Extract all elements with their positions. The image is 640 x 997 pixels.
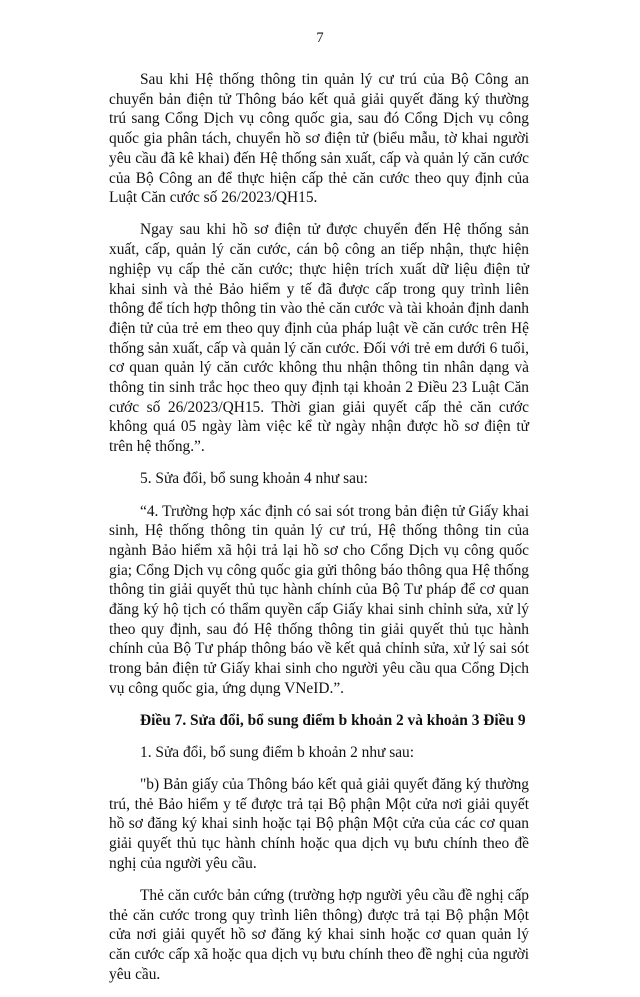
paragraph-id-card-processing: Ngay sau khi hồ sơ điện tử được chuyển đến Hệ thống sản xuất, cấp, quản lý căn cước, cán bộ công an tiếp nhận, thực hiện nghiệp vụ cấp thẻ căn cước; thực hiện trích xuất dữ liệu điện tử khai sinh và thẻ Bảo hiểm y tế đã được cấp trong quy trình liên thông để tích hợp thông tin vào thẻ căn cước và tài khoản định danh điện tử của trẻ em theo quy định của pháp luật về căn cước trên Hệ thống sản xuất, cấp và quản lý căn cước. Đối với trẻ em dưới 6 tuổi, cơ quan quản lý căn cước không thu nhận thông tin nhân dạng và thông tin sinh trắc học theo quy định tại khoản 2 Điều 23 Luật Căn cước số 26/2023/QH15. Thời gian giải quyết cấp thẻ căn cước không quá 05 ngày làm việc kể từ ngày nhận được hồ sơ điện tử trên hệ thống.”. (109, 221, 529, 456)
paragraph-point-b-text: "b) Bản giấy của Thông báo kết quả giải quyết đăng ký thường trú, thẻ Bảo hiểm y tế được trả tại Bộ phận Một cửa nơi giải quyết hồ sơ đăng ký khai sinh hoặc tại Bộ phận Một cửa của các cơ quan giải quyết thủ tục hành chính hoặc qua dịch vụ bưu chính theo đề nghị của người yêu cầu. (109, 776, 529, 872)
paragraph-clause-4-text: “4. Trường hợp xác định có sai sót trong bản điện tử Giấy khai sinh, Hệ thống thông tin quản lý cư trú, Hệ thống thông tin của ngành Bảo hiểm xã hội trả lại hồ sơ cho Cổng Dịch vụ công quốc gia; Cổng Dịch vụ công quốc gia gửi thông báo thông qua Hệ thống thông tin giải quyết thủ tục hành chính của Bộ Tư pháp để cơ quan đăng ký hộ tịch có thẩm quyền cấp Giấy khai sinh chỉnh sửa, xử lý theo quy định, sau đó Hệ thống thông tin giải quyết thủ tục hành chính của Bộ Tư pháp thông báo về kết quả chỉnh sửa, xử lý sai sót trong bản điện tử Giấy khai sinh cho người yêu cầu qua Cổng Dịch vụ công quốc gia, ứng dụng VNeID.”. (109, 502, 529, 697)
article-7-heading: Điều 7. Sửa đổi, bổ sung điểm b khoản 2 và khoản 3 Điều 9 (140, 712, 526, 730)
paragraph-amend-point-b: 1. Sửa đổi, bổ sung điểm b khoản 2 như sau: (140, 743, 415, 761)
paragraph-hard-copy-card: Thẻ căn cước bản cứng (trường hợp người yêu cầu đề nghị cấp thẻ căn cước trong quy trình liên thông) được trả tại Bộ phận Một cửa nơi giải quyết hồ sơ đăng ký khai sinh hoặc cơ quan quản lý căn cước cấp xã hoặc qua dịch vụ bưu chính theo đề nghị của người yêu cầu. (109, 887, 529, 983)
document-body (109, 70, 529, 997)
paragraph-residence-transfer: Sau khi Hệ thống thông tin quản lý cư trú của Bộ Công an chuyển bản điện tử Thông báo kết quả giải quyết đăng ký thường trú sang Cổng Dịch vụ công quốc gia, sau đó Cổng Dịch vụ công quốc gia phân tách, chuyển hồ sơ điện tử (biểu mẫu, tờ khai người yêu cầu đã kê khai) đến Hệ thống sản xuất, cấp và quản lý căn cước của Bộ Công an để thực hiện cấp thẻ căn cước theo quy định của Luật Căn cước số 26/2023/QH15. (109, 71, 529, 207)
page-number: 7 (316, 30, 324, 46)
paragraph-amend-clause-4: 5. Sửa đổi, bổ sung khoản 4 như sau: (140, 470, 368, 488)
